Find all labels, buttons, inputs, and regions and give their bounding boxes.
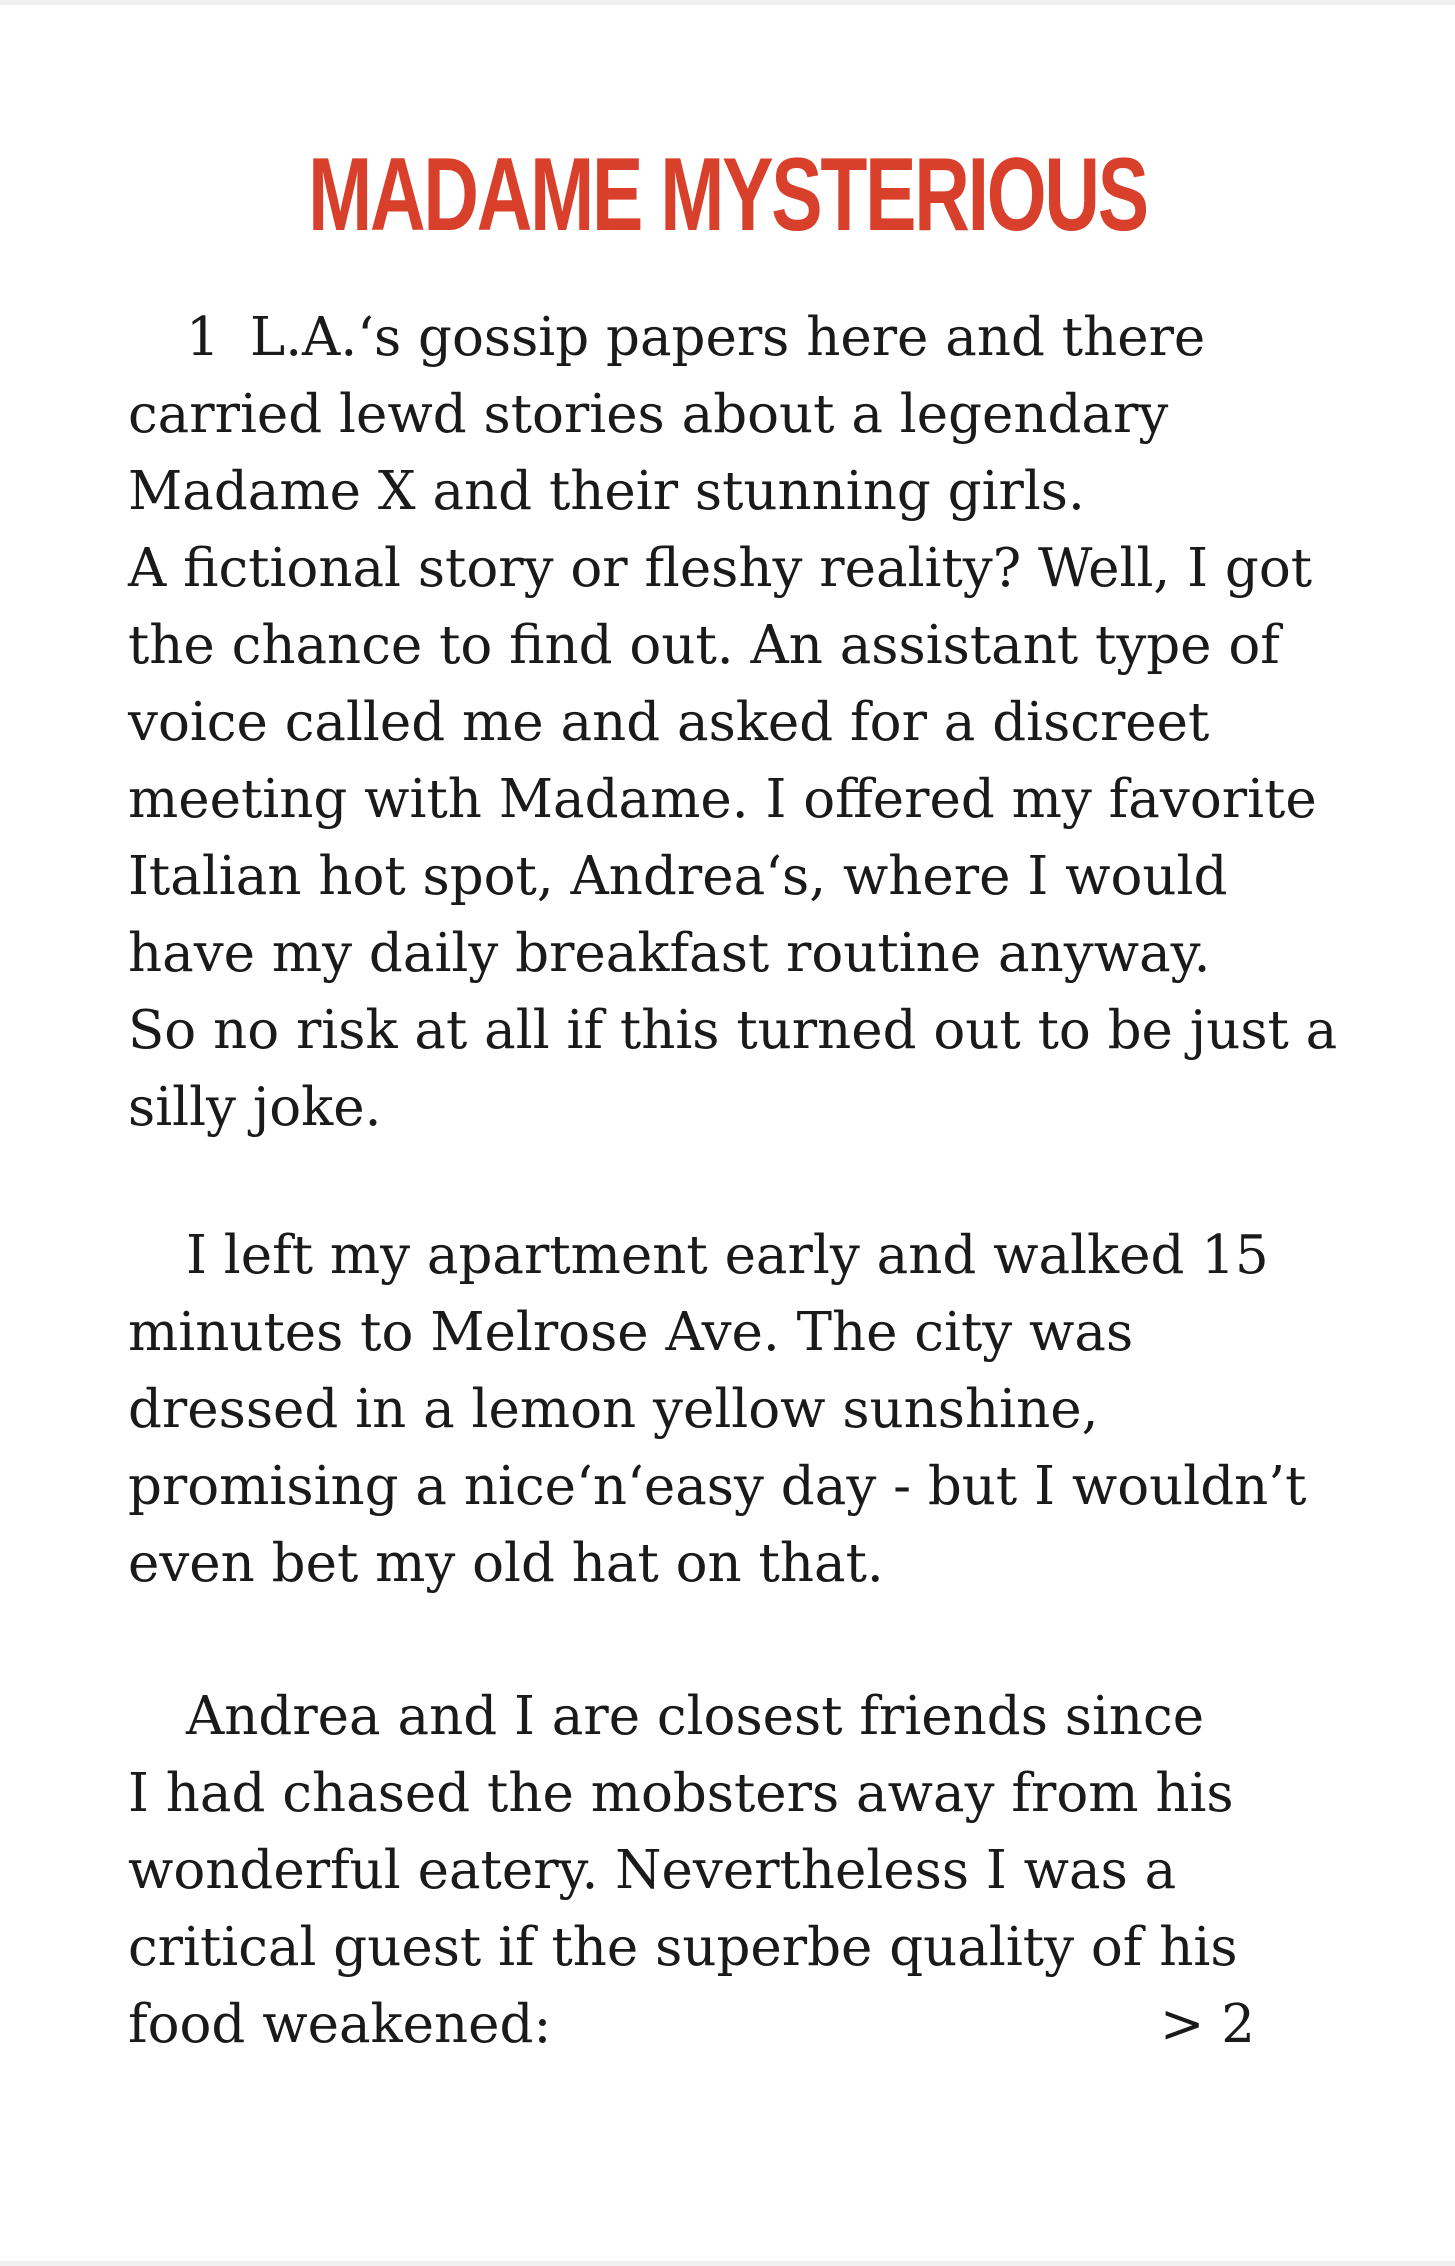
paragraph-2 [128, 1217, 1338, 1602]
text-line: Italian hot spot, Andrea‘s, where I would [128, 846, 1228, 907]
page-number: 1 [186, 307, 220, 368]
text-line: meeting with Madame. I offered my favorite [128, 769, 1317, 830]
text-line: I left my apartment early and walked 15 [186, 1225, 1269, 1286]
text-line: So no risk at all if this turned out to be just a [128, 1000, 1338, 1061]
text-line: Madame X and their stunning girls. [128, 461, 1085, 522]
text-line: have my daily breakfast routine anyway. [128, 923, 1211, 984]
text-line: the chance to find out. An assistant type of [128, 615, 1280, 676]
text-line: minutes to Melrose Ave. The city was [128, 1302, 1134, 1363]
next-page-link[interactable]: > 2 [1160, 1994, 1255, 2055]
text-line: wonderful eatery. Nevertheless I was a [128, 1840, 1177, 1901]
text-line: food weakened: [128, 1994, 552, 2055]
text-line: Andrea and I are closest friends since [186, 1686, 1205, 1747]
text-line: dressed in a lemon yellow sunshine, [128, 1379, 1099, 1440]
text-line: I had chased the mobsters away from his [128, 1763, 1234, 1824]
paragraph-1 [128, 299, 1338, 1146]
text-line: A fictional story or fleshy reality? Well, I got [128, 538, 1313, 599]
text-line: voice called me and asked for a discreet [128, 692, 1210, 753]
text-line: critical guest if the superbe quality of his [128, 1917, 1238, 1978]
text-line: promising a nice‘n‘easy day - but I wouldn’t [128, 1456, 1307, 1517]
page-title: MADAME MYSTERIOUS [308, 137, 1147, 253]
text-line: even bet my old hat on that. [128, 1533, 884, 1594]
text-line: 1 L.A.‘s gossip papers here and there [128, 299, 1338, 376]
text-line: carried lewd stories about a legendary [128, 384, 1169, 445]
text-line: silly joke. [128, 1077, 382, 1138]
paragraph-3 [128, 1678, 1338, 2063]
